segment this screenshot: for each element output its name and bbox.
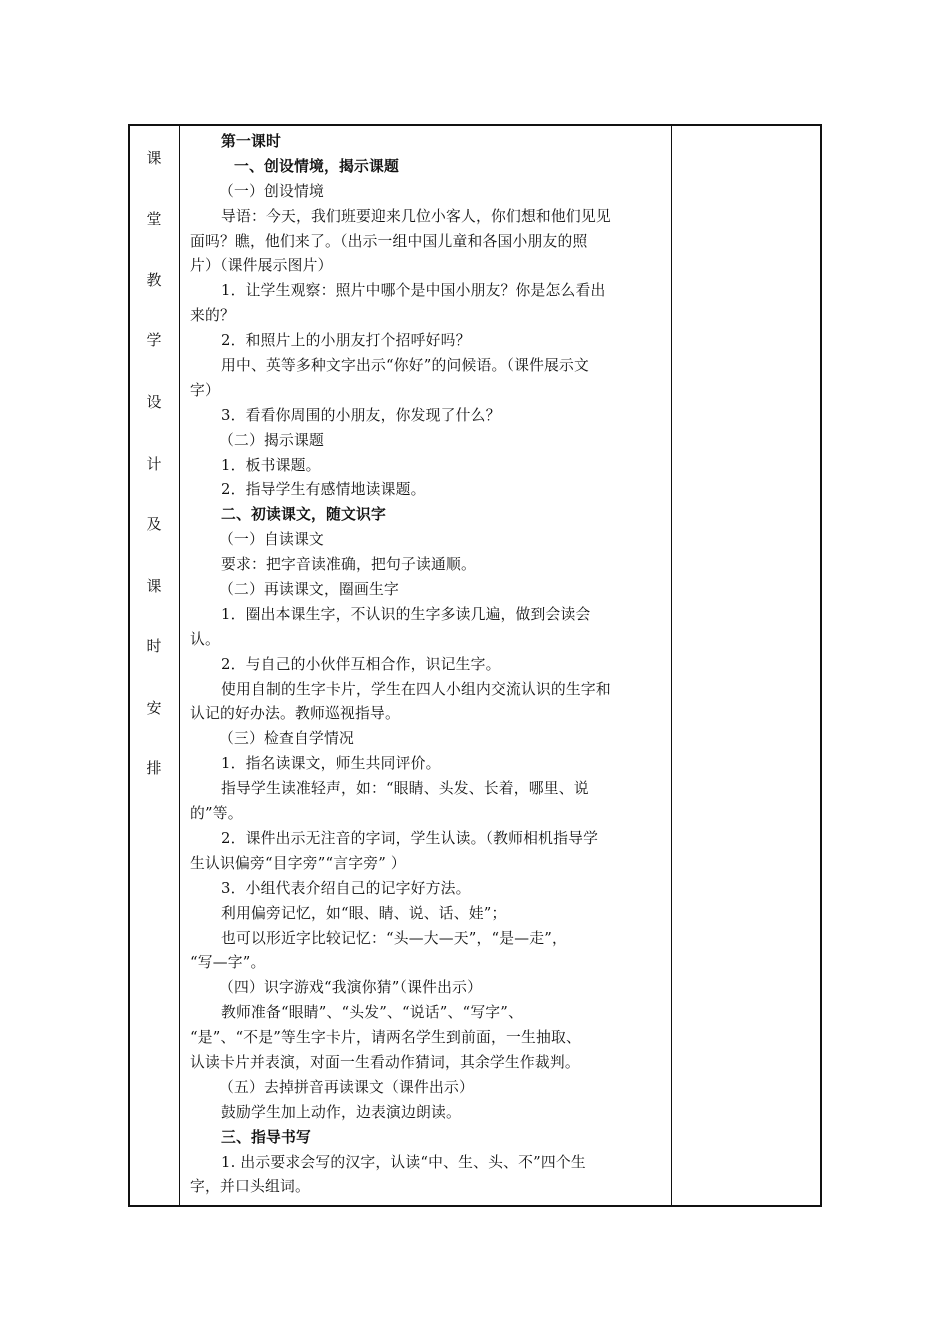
section-label-char: 课 bbox=[146, 577, 162, 595]
content-line: 认读卡片并表演，对面一生看动作猜词，其余学生作裁判。 bbox=[190, 1053, 580, 1071]
content-line: 二、初读课文，随文识字 bbox=[221, 506, 386, 524]
content-line: 2．指导学生有感情地读课题。 bbox=[221, 481, 426, 499]
content-line: （一）创设情境 bbox=[219, 182, 324, 200]
content-line: 字） bbox=[190, 381, 220, 399]
content-line: 第一课时 bbox=[221, 133, 281, 150]
content-line: （三）检查自学情况 bbox=[219, 730, 354, 748]
content-line: 生认识偏旁“目字旁”“言字旁” ） bbox=[190, 854, 406, 872]
content-line: “是”、“不是”等生字卡片，请两名学生到前面，一生抽取、 bbox=[190, 1029, 581, 1047]
section-label-char: 时 bbox=[146, 637, 162, 655]
content-line: 的”等。 bbox=[190, 805, 243, 823]
content-line: 来的？ bbox=[190, 307, 235, 325]
content-line: 1．指名读课文，师生共同评价。 bbox=[221, 755, 441, 773]
content-line: 1．板书课题。 bbox=[221, 456, 321, 474]
section-label-column bbox=[130, 126, 180, 1205]
section-label-char: 堂 bbox=[146, 210, 162, 228]
content-line: 片）（课件展示图片） bbox=[190, 257, 333, 275]
content-line: 使用自制的生字卡片，学生在四人小组内交流认识的生字和 bbox=[221, 680, 611, 698]
section-label-char: 计 bbox=[146, 455, 162, 473]
content-line: 指导学生读准轻声，如：“眼睛、头发、长着，哪里、说 bbox=[221, 780, 589, 798]
content-line: “写—字”。 bbox=[190, 954, 266, 972]
content-line: （二）再读课文，圈画生字 bbox=[219, 581, 399, 599]
lesson-plan-table bbox=[128, 124, 822, 1207]
content-line: 用中、英等多种文字出示“你好”的问候语。（课件展示文 bbox=[221, 357, 590, 375]
content-line: 2．课件出示无注音的字词，学生认读。（教师相机指导学 bbox=[221, 829, 599, 847]
content-line: 3．看看你周围的小朋友，你发现了什么？ bbox=[221, 406, 501, 424]
section-label-char: 及 bbox=[146, 515, 162, 533]
content-line: 认。 bbox=[190, 630, 220, 648]
section-label-char: 学 bbox=[146, 331, 162, 349]
content-line: 教师准备“眼睛”、“头发”、“说话”、“写字”、 bbox=[221, 1004, 524, 1022]
content-line: （二）揭示课题 bbox=[219, 431, 324, 449]
content-line: 2．与自己的小伙伴互相合作，识记生字。 bbox=[221, 655, 501, 673]
notes-column bbox=[671, 126, 820, 1205]
content-line: 一、创设情境，揭示课题 bbox=[234, 157, 399, 175]
content-line: 1．让学生观察：照片中哪个是中国小朋友？你是怎么看出 bbox=[221, 282, 606, 300]
content-line: 3．小组代表介绍自己的记字好方法。 bbox=[221, 879, 471, 897]
section-label-char: 设 bbox=[146, 393, 162, 411]
content-line: 字，并口头组词。 bbox=[190, 1178, 310, 1196]
content-line: 三、指导书写 bbox=[221, 1128, 311, 1146]
content-line: 要求：把字音读准确，把句子读通顺。 bbox=[221, 556, 476, 574]
content-line: 利用偏旁记忆，如“眼、睛、说、话、娃”； bbox=[221, 904, 507, 922]
section-label-char: 课 bbox=[146, 149, 162, 167]
content-line: 面吗？瞧，他们来了。（出示一组中国儿童和各国小朋友的照 bbox=[190, 232, 588, 250]
content-line: 导语：今天，我们班要迎来几位小客人，你们想和他们见见 bbox=[221, 207, 611, 225]
lesson-content-column bbox=[180, 126, 673, 1205]
section-label-char: 教 bbox=[146, 271, 162, 289]
section-label-char: 安 bbox=[146, 699, 162, 717]
section-label-char: 排 bbox=[146, 759, 162, 777]
content-line: 2．和照片上的小朋友打个招呼好吗？ bbox=[221, 332, 471, 350]
content-line: 1. 出示要求会写的汉字，认读“中、生、头、不”四个生 bbox=[221, 1153, 586, 1171]
content-line: 鼓励学生加上动作，边表演边朗读。 bbox=[221, 1103, 461, 1121]
content-line: 认记的好办法。教师巡视指导。 bbox=[190, 705, 400, 723]
content-line: （一）自读课文 bbox=[219, 531, 324, 549]
content-line: （五）去掉拼音再读课文（课件出示） bbox=[219, 1078, 474, 1096]
content-line: （四）识字游戏“我演你猜”（课件出示） bbox=[219, 979, 483, 997]
content-line: 1．圈出本课生字，不认识的生字多读几遍，做到会读会 bbox=[221, 605, 591, 623]
content-line: 也可以形近字比较记忆：“头—大—天”，“是—走”， bbox=[221, 929, 567, 947]
